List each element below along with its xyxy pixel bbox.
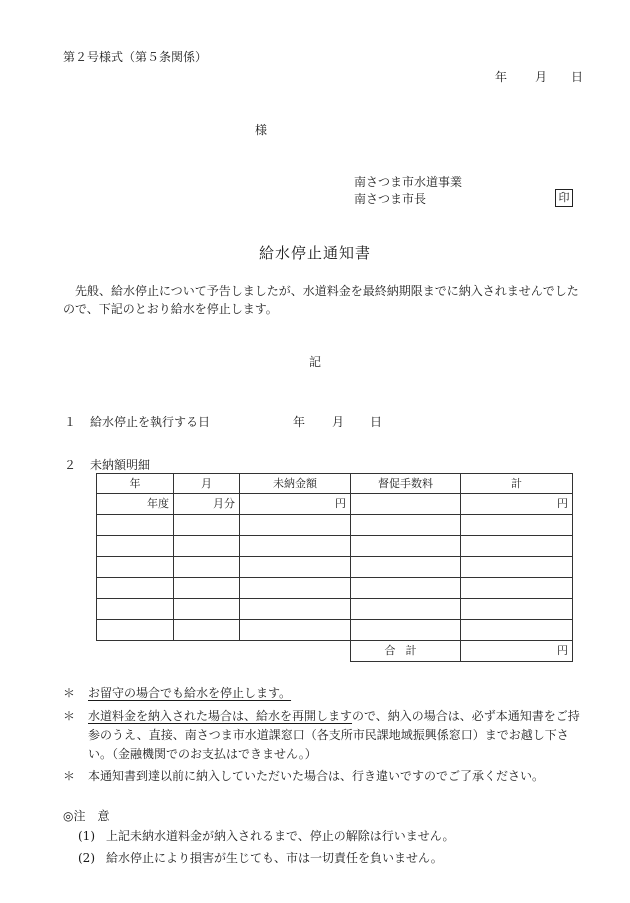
table-cell — [351, 536, 461, 557]
table-unit-row — [97, 494, 573, 515]
header-reminder-fee: 督促手数料 — [351, 474, 461, 494]
note-3-text: 本通知書到達以前に納入していただいた場合は、行き違いですのでご了承ください。 — [88, 769, 545, 783]
table-cell — [461, 578, 573, 599]
table-cell — [97, 620, 174, 641]
total-label: 合計 — [351, 641, 461, 662]
caution-item-1 — [78, 829, 578, 847]
total-blank — [174, 641, 240, 662]
table-cell — [174, 620, 240, 641]
table-row — [97, 536, 573, 557]
unit-blank — [351, 494, 461, 515]
table-cell — [461, 557, 573, 578]
note-bullet: ＊ — [63, 709, 76, 723]
issue-date-day: 日 — [571, 70, 584, 84]
item2-number: ２ — [64, 458, 77, 472]
table-cell — [240, 515, 351, 536]
note-bullet: ＊ — [63, 686, 76, 700]
note-2-underlined: 水道料金を納入された場合は、給水を再開します — [88, 709, 353, 723]
caution-item-number: (1) — [78, 829, 95, 843]
sender-organization: 南さつま市水道事業 — [354, 175, 463, 189]
header-month: 月 — [174, 474, 240, 494]
notice-body: 先般、給水停止について予告しましたが、水道料金を最終納期限までに納入されませんでしたので、下記のとおり給水を停止します。 — [63, 284, 579, 316]
caution-item-2 — [78, 851, 578, 869]
table-cell — [351, 599, 461, 620]
note-2 — [63, 707, 586, 767]
header-unpaid-amount: 未納金額 — [240, 474, 351, 494]
table-cell — [97, 515, 174, 536]
table-cell — [174, 515, 240, 536]
header-total: 計 — [461, 474, 573, 494]
table-row — [97, 578, 573, 599]
table-cell — [174, 557, 240, 578]
arrears-table — [96, 473, 573, 662]
issue-date-year: 年 — [495, 70, 508, 84]
note-1-text: お留守の場合でも給水を停止します。 — [88, 686, 292, 700]
ki-marker: 記 — [308, 355, 321, 369]
form-number: 第２号様式（第５条関係） — [63, 50, 208, 64]
total-blank — [240, 641, 351, 662]
table-cell — [97, 599, 174, 620]
table-cell — [351, 578, 461, 599]
addressee-suffix: 様 — [255, 123, 268, 137]
unit-yen: 円 — [240, 494, 351, 515]
unit-month: 月分 — [174, 494, 240, 515]
item2-label: 未納額明細 — [90, 458, 151, 472]
table-cell — [174, 536, 240, 557]
table-cell — [97, 536, 174, 557]
table-cell — [240, 599, 351, 620]
table-cell — [461, 599, 573, 620]
item1-label: 給水停止を執行する日 — [90, 415, 211, 429]
table-cell — [351, 515, 461, 536]
seal-stamp: 印 — [555, 189, 573, 207]
execution-year: 年 — [293, 415, 306, 429]
issue-date-month: 月 — [535, 70, 548, 84]
document-title: 給水停止通知書 — [258, 244, 371, 262]
caution-item-text: 上記未納水道料金が納入されるまで、停止の解除は行いません。 — [106, 829, 455, 843]
table-cell — [461, 536, 573, 557]
note-1 — [63, 684, 586, 703]
total-value: 円 — [461, 641, 573, 662]
execution-month: 月 — [332, 415, 345, 429]
table-header-row — [97, 474, 573, 494]
table-cell — [351, 557, 461, 578]
note-2-rest: ので、納入の場合は、必ず本通知書をご持参のうえ、直接、南さつま市水道課窓口（各支所市民課地域振興係窓口）までお越し下さい。（金融機関でのお支払はできません。） — [88, 709, 580, 761]
note-bullet: ＊ — [63, 769, 76, 783]
table-cell — [97, 557, 174, 578]
table-row — [97, 599, 573, 620]
header-year: 年 — [97, 474, 174, 494]
table-cell — [97, 578, 174, 599]
caution-heading: ◎注 意 — [63, 809, 110, 823]
item1-number: １ — [64, 415, 77, 429]
unit-fiscal-year: 年度 — [97, 494, 174, 515]
table-total-row — [97, 641, 573, 662]
caution-item-text: 給水停止により損害が生じても、市は一切責任を負いません。 — [106, 851, 443, 865]
note-3 — [63, 767, 586, 786]
caution-item-number: (2) — [78, 851, 95, 865]
table-cell — [174, 599, 240, 620]
note-2-text — [88, 707, 586, 764]
table-cell — [174, 578, 240, 599]
table-cell — [240, 620, 351, 641]
execution-day: 日 — [370, 415, 383, 429]
table-row — [97, 557, 573, 578]
table-cell — [240, 557, 351, 578]
total-blank — [97, 641, 174, 662]
table-cell — [240, 536, 351, 557]
sender-title: 南さつま市長 — [354, 192, 427, 206]
table-row — [97, 620, 573, 641]
table-cell — [461, 620, 573, 641]
table-row — [97, 515, 573, 536]
table-cell — [240, 578, 351, 599]
table-cell — [351, 620, 461, 641]
table-cell — [461, 515, 573, 536]
unit-yen: 円 — [461, 494, 573, 515]
